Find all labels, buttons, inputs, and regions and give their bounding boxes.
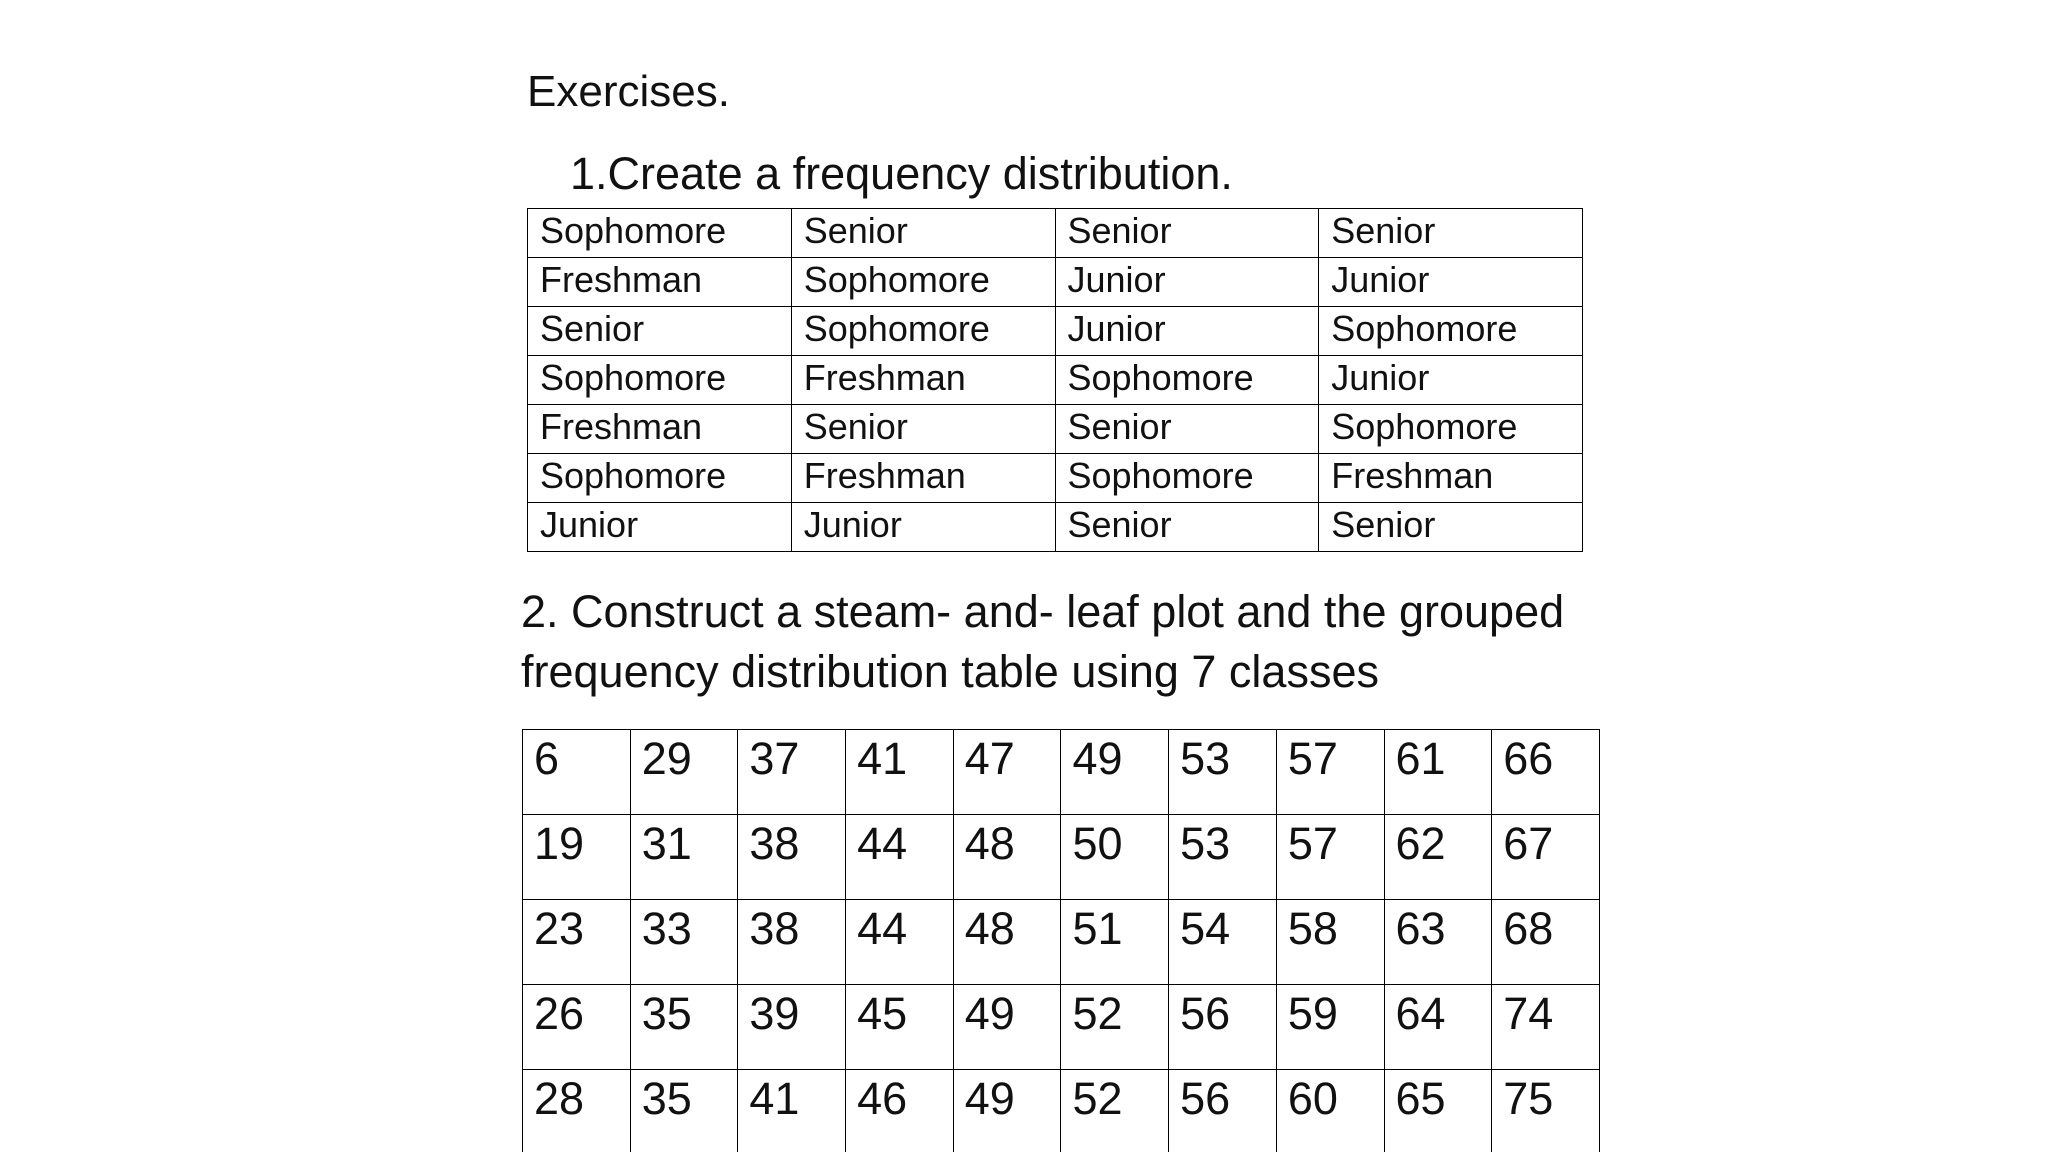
table-cell: 46: [846, 1070, 954, 1152]
exercises-heading: Exercises.: [527, 67, 730, 116]
table-cell: Sophomore: [528, 356, 792, 405]
table-cell: Freshman: [528, 405, 792, 454]
question-2-line-1: 2. Construct a steam- and- leaf plot and the grouped: [521, 586, 1565, 637]
table-row: [523, 985, 1600, 1070]
table-cell: 56: [1169, 1070, 1277, 1152]
table-cell: 35: [630, 1070, 738, 1152]
table-cell: Sophomore: [1319, 307, 1583, 356]
table-cell: 28: [523, 1070, 631, 1152]
table-cell: 52: [1061, 985, 1169, 1070]
table-cell: Senior: [1055, 503, 1319, 552]
table-cell: Sophomore: [1055, 454, 1319, 503]
table-cell: Senior: [1055, 209, 1319, 258]
table-cell: 56: [1169, 985, 1277, 1070]
numeric-data-table: [522, 729, 1600, 1152]
table-cell: 66: [1492, 730, 1600, 815]
table-cell: Sophomore: [528, 454, 792, 503]
table-row: [528, 209, 1583, 258]
table-cell: Junior: [1055, 258, 1319, 307]
class-level-table: [527, 208, 1583, 552]
table-cell: Sophomore: [791, 258, 1055, 307]
table-cell: 37: [738, 730, 846, 815]
table-cell: 67: [1492, 815, 1600, 900]
question-2-text: [521, 582, 1564, 702]
table-cell: 54: [1169, 900, 1277, 985]
table-cell: 63: [1384, 900, 1492, 985]
table-row: [528, 405, 1583, 454]
table-cell: 35: [630, 985, 738, 1070]
table-cell: 41: [738, 1070, 846, 1152]
table-cell: 75: [1492, 1070, 1600, 1152]
table-cell: 26: [523, 985, 631, 1070]
table-row: [528, 503, 1583, 552]
table-cell: Senior: [1055, 405, 1319, 454]
table-cell: Junior: [1055, 307, 1319, 356]
table-cell: Freshman: [528, 258, 792, 307]
table-row: [523, 815, 1600, 900]
table-row: [528, 307, 1583, 356]
table-cell: Senior: [1319, 209, 1583, 258]
table-cell: 48: [953, 815, 1061, 900]
table-cell: 61: [1384, 730, 1492, 815]
table-cell: 48: [953, 900, 1061, 985]
table-cell: 39: [738, 985, 846, 1070]
table-cell: Junior: [791, 503, 1055, 552]
table-cell: Junior: [1319, 356, 1583, 405]
table-cell: 31: [630, 815, 738, 900]
table-cell: 52: [1061, 1070, 1169, 1152]
table-cell: 29: [630, 730, 738, 815]
table-cell: 57: [1276, 815, 1384, 900]
table-cell: Freshman: [791, 356, 1055, 405]
table-cell: 44: [846, 815, 954, 900]
table-cell: Sophomore: [791, 307, 1055, 356]
table-cell: 64: [1384, 985, 1492, 1070]
table-row: [523, 1070, 1600, 1152]
table-cell: 59: [1276, 985, 1384, 1070]
table-cell: Sophomore: [1319, 405, 1583, 454]
table-cell: 60: [1276, 1070, 1384, 1152]
table-cell: 51: [1061, 900, 1169, 985]
table-cell: 45: [846, 985, 954, 1070]
table-cell: 23: [523, 900, 631, 985]
table-cell: 62: [1384, 815, 1492, 900]
table-cell: 49: [953, 985, 1061, 1070]
table-cell: 38: [738, 815, 846, 900]
table-cell: 68: [1492, 900, 1600, 985]
table-cell: 33: [630, 900, 738, 985]
table-cell: 53: [1169, 815, 1277, 900]
question-2-line-2: frequency distribution table using 7 classes: [521, 646, 1379, 697]
table-cell: Senior: [1319, 503, 1583, 552]
table-cell: 19: [523, 815, 631, 900]
table-cell: 38: [738, 900, 846, 985]
table-row: [528, 454, 1583, 503]
table-cell: Sophomore: [528, 209, 792, 258]
table-cell: Junior: [1319, 258, 1583, 307]
table-cell: 6: [523, 730, 631, 815]
question-1-text: 1.Create a frequency distribution.: [570, 148, 1233, 199]
table-cell: Junior: [528, 503, 792, 552]
table-cell: Freshman: [791, 454, 1055, 503]
table-cell: 41: [846, 730, 954, 815]
table-cell: Sophomore: [1055, 356, 1319, 405]
table-cell: 57: [1276, 730, 1384, 815]
table-cell: 74: [1492, 985, 1600, 1070]
table-cell: Senior: [528, 307, 792, 356]
table-cell: 58: [1276, 900, 1384, 985]
table-row: [528, 258, 1583, 307]
table-row: [523, 900, 1600, 985]
table-cell: 44: [846, 900, 954, 985]
table-row: [528, 356, 1583, 405]
table-cell: 53: [1169, 730, 1277, 815]
table-cell: 50: [1061, 815, 1169, 900]
table-cell: 49: [1061, 730, 1169, 815]
table-cell: 65: [1384, 1070, 1492, 1152]
table-row: [523, 730, 1600, 815]
table-cell: Freshman: [1319, 454, 1583, 503]
table-cell: Senior: [791, 209, 1055, 258]
table-cell: 49: [953, 1070, 1061, 1152]
table-cell: Senior: [791, 405, 1055, 454]
table-cell: 47: [953, 730, 1061, 815]
